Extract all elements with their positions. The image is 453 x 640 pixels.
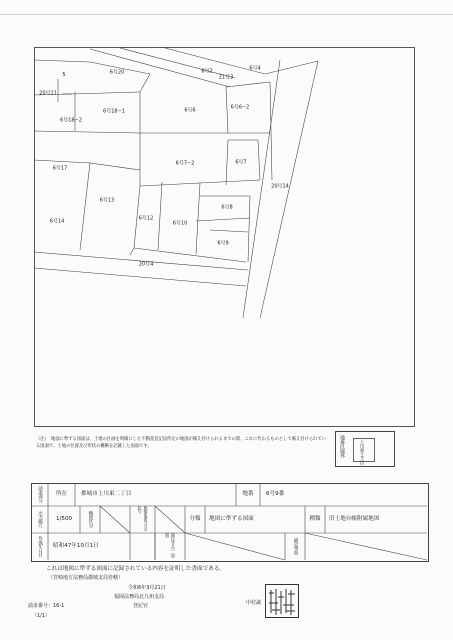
- output-scale-label: 出力縮尺: [37, 511, 43, 528]
- parcel-label: 6号6: [184, 107, 196, 114]
- parcel-label: 6号13: [99, 197, 115, 204]
- category-value: 地図に準ずる図面: [209, 515, 254, 522]
- output-scale-value: 1/500: [55, 515, 73, 522]
- reserve-label: 備付年月日（原図）: [165, 533, 176, 558]
- parcel-label: 6号17: [52, 165, 68, 172]
- certification-statement: これは地図に準ずる図面に記録されている内容を証明した書面である。: [46, 566, 226, 572]
- parcel-label: 6号4: [249, 65, 261, 72]
- parcel-label: 20号14: [271, 183, 289, 190]
- parcel-label: 20号11: [39, 90, 57, 97]
- registrar-title: 登記官: [133, 603, 149, 609]
- parcel-label: 6号18−1: [103, 108, 125, 115]
- parcel-label: 6号10: [172, 220, 188, 227]
- lot-value: 6号9番: [266, 490, 285, 497]
- map-note: （注） 地図に準ずる図面は、土地の区画を明確にした不動産登記法所定の地図が備え付けられるまでの間、これに代わるものとして備え付けられている図面で、土地の位置及び形状の概略を記載した図面です。: [36, 437, 327, 449]
- accuracy-label: 精度区分: [88, 511, 93, 528]
- type-label: 種類: [309, 515, 321, 522]
- official-seal-mark: [266, 585, 300, 619]
- type-value: 旧土地台帳附属地図: [329, 515, 380, 522]
- location-value: 都城市上川東二丁目: [81, 490, 132, 497]
- boundary-legend-label: 地番区域界: [339, 435, 345, 458]
- parcel-label: 6号8: [221, 204, 233, 211]
- certification-date: 令和6年3月21日: [128, 585, 166, 591]
- page-count: （1/1）: [32, 613, 51, 619]
- request-number: 請求番号：16-1: [28, 603, 65, 609]
- category-label: 分類: [189, 515, 201, 522]
- parcel-label: 6号14: [49, 218, 65, 225]
- parcel-label: 6号18−2: [60, 117, 82, 124]
- location-label: 所在: [55, 490, 68, 497]
- issuing-office: 福岡法務局北九州支局: [114, 594, 165, 600]
- parcel-label: 6号7: [235, 159, 247, 166]
- request-label: 請求部分: [37, 486, 43, 503]
- parcel-label: 5: [62, 72, 66, 78]
- parcel-label: 6号20: [109, 69, 125, 76]
- parcel-label: 21号3: [218, 74, 234, 81]
- registrar-name: 中村誠: [246, 600, 262, 606]
- official-seal: [265, 584, 299, 618]
- boundary-legend-area-name: 上川東２丁目: [359, 440, 364, 465]
- parcel-label: 6号2: [201, 68, 213, 75]
- parcel-label: 6号12: [138, 215, 154, 222]
- coord-label: 座標系番号又は記号: [137, 506, 149, 531]
- created-value: 昭和47年10月1日: [53, 542, 99, 549]
- created-label: 作成年月日: [37, 536, 43, 557]
- parcel-label: 6号7−2: [175, 160, 195, 167]
- jurisdiction-note: （宮崎地方法務局都城支局管轄）: [48, 575, 124, 581]
- lot-label: 地番: [242, 490, 254, 497]
- parcel-label: 6号9: [217, 240, 229, 247]
- parcel-label: 20号4: [138, 261, 154, 268]
- parcel-label: 6号6−2: [230, 104, 250, 111]
- remarks-label: 補記事項: [293, 538, 298, 555]
